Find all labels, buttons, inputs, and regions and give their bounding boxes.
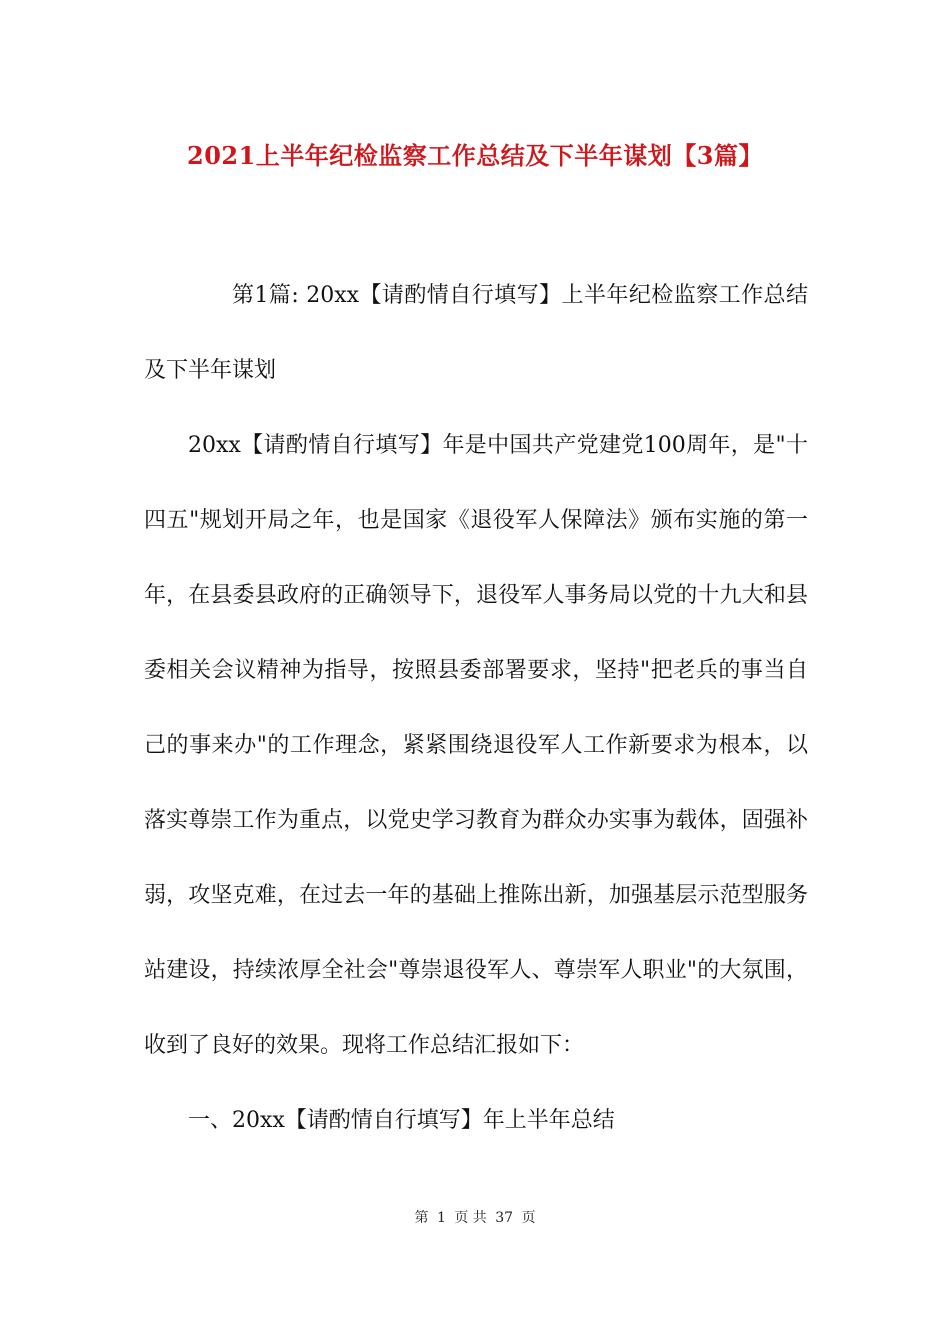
section-heading-paragraph: 第1篇: 20xx【请酌情自行填写】上半年纪检监察工作总结及下半年谋划	[144, 283, 808, 383]
page-footer	[0, 1207, 950, 1227]
footer-prefix: 第	[414, 1210, 429, 1226]
footer-middle: 页 共	[454, 1210, 487, 1226]
footer-page-number: 1	[436, 1210, 446, 1226]
document-body	[144, 258, 808, 1158]
body-paragraph: 20xx【请酌情自行填写】年是中国共产党建党100周年，是"十四五"规划开局之年，也是国家《退役军人保障法》颁布实施的第一年，在县委县政府的正确领导下，退役军人事务局以党的十九大和县委相关会议精神为指导，按照县委部署要求，坚持"把老兵的事当自己的事来办"的工作理念，紧紧围绕退役军人工作新要求为根本，以落实尊崇工作为重点，以党史学习教育为群众办实事为载体，固强补弱，攻坚克难，在过去一年的基础上推陈出新，加强基层示范型服务站建设，持续浓厚全社会"尊崇退役军人、尊崇军人职业"的大氛围，收到了良好的效果。现将工作总结汇报如下：	[144, 433, 808, 1058]
document-title: 2021上半年纪检监察工作总结及下半年谋划【3篇】	[187, 141, 763, 170]
section-subheading: 一、20xx【请酌情自行填写】年上半年总结	[188, 1108, 615, 1133]
footer-suffix: 页	[521, 1210, 536, 1226]
footer-total-pages: 37	[495, 1210, 514, 1226]
